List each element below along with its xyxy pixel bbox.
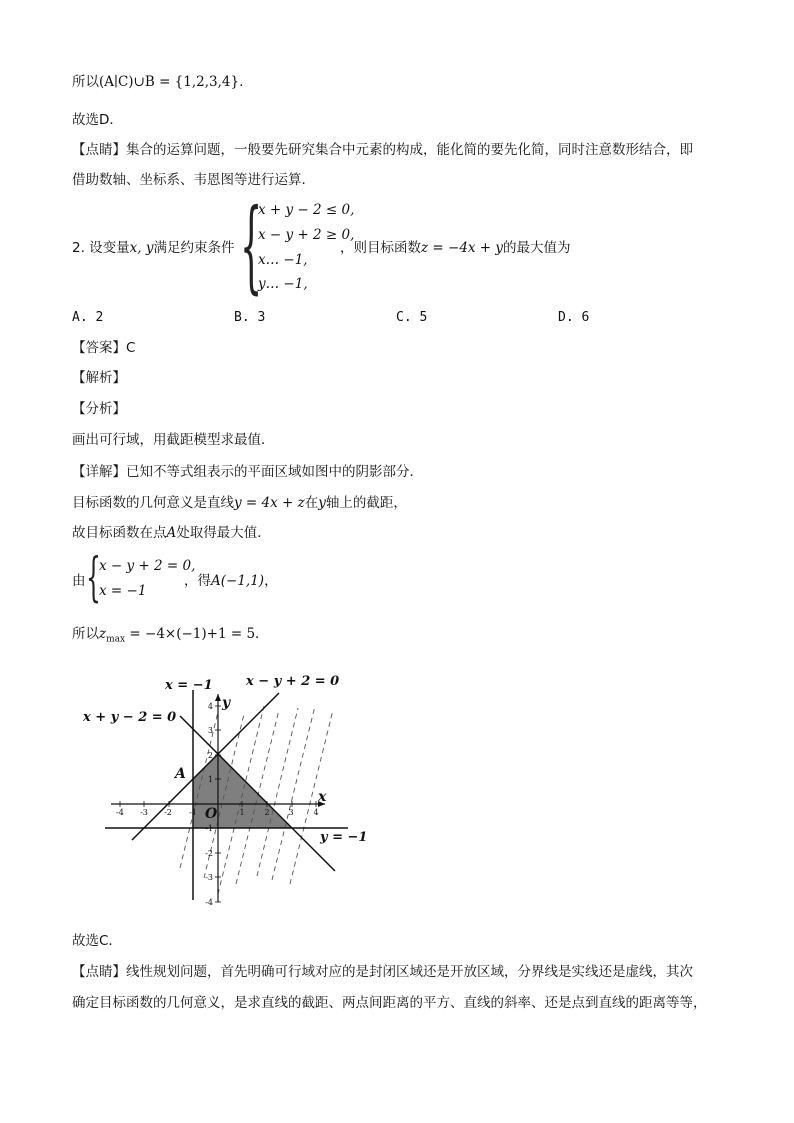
choice-d-line: 故选D． — [72, 112, 123, 128]
solve-brace: { — [86, 548, 101, 608]
line3-point-a: A — [166, 525, 177, 541]
y-axis-arrow — [215, 694, 221, 701]
x-tick-label: 1 — [239, 808, 245, 817]
zmax-prefix: 所以 — [72, 626, 99, 642]
label-x-minus-y-plus-2: x − y + 2 = 0 — [246, 674, 340, 689]
solve-result-point: A(−1,1) — [211, 573, 265, 589]
xiangjie-tag: 【详解】 — [72, 464, 126, 480]
line2-text-a: 目标函数的几何意义是直线 — [72, 495, 234, 511]
zmax-end: ． — [255, 626, 269, 642]
x-tick-label: -4 — [116, 808, 124, 817]
option-a: A. 2 — [72, 310, 104, 325]
answer-tag: 【答案】 — [72, 340, 126, 356]
line3-text-a: 故目标函数在点 — [72, 525, 167, 541]
option-b: B. 3 — [234, 310, 266, 325]
y-tick-label: -3 — [205, 873, 213, 882]
option-c: C. 5 — [396, 310, 428, 325]
dianjing-1-text1: 集合的运算问题，一般要先研究集合中元素的构成，能化简的要先化简，同时注意数形结合，即 — [126, 142, 693, 158]
label-y-eq-neg1: y = −1 — [320, 830, 368, 845]
set-result-prefix: 所以 — [72, 74, 99, 90]
point-a-label: A — [175, 766, 186, 782]
y-tick-label: -4 — [205, 898, 213, 907]
x-tick-label: -3 — [140, 808, 148, 817]
solve-result-b: ， — [264, 573, 278, 589]
x-tick-label: 3 — [288, 808, 294, 817]
answer-value: C — [126, 340, 136, 356]
fenxi-text: 画出可行域，用截距模型求最值． — [72, 432, 275, 448]
zmax-sub: max — [106, 634, 126, 645]
y-axis-label: y — [222, 695, 231, 711]
dianjing-2-tag: 【点睛】 — [72, 964, 126, 980]
label-x-eq-neg1: x = −1 — [165, 678, 213, 693]
line2-text-b: 在 — [304, 495, 319, 511]
y-tick-label: -1 — [205, 824, 213, 833]
dianjing-1-line2: 借助数轴、坐标系、韦恩图等进行运算． — [72, 172, 315, 188]
solve-eq-1: x − y + 2 = 0, — [99, 558, 196, 574]
choice-c-line: 故选C． — [72, 933, 122, 949]
origin-label: O — [205, 806, 218, 822]
fenxi-tag: 【分析】 — [72, 401, 126, 417]
question-mid: 满足约束条件 — [153, 240, 235, 256]
set-result-expr: (A∣C)∪B = {1,2,3,4} — [99, 74, 240, 90]
x-axis-label: x — [318, 789, 327, 805]
option-d: D. 6 — [558, 310, 590, 325]
y-tick-label: 3 — [207, 726, 213, 735]
y-tick-label: -2 — [205, 849, 213, 858]
question-lead: 2. 设变量 — [72, 240, 130, 256]
x-tick-label: 4 — [313, 808, 319, 817]
x-tick-label: -2 — [164, 808, 172, 817]
label-x-plus-y-minus-2: x + y − 2 = 0 — [83, 710, 177, 725]
set-result-end: . — [239, 74, 244, 90]
zmax-expr: = −4×(−1)+1 = 5 — [125, 626, 256, 642]
y-tick-label: 2 — [207, 751, 213, 760]
line2-text-c: 轴上的截距， — [325, 495, 407, 511]
dianjing-2-text1: 线性规划问题，首先明确可行域对应的是封闭区域还是开放区域，分界线是实线还是虚线，其次 — [126, 964, 693, 980]
xiangjie-text: 已知不等式组表示的平面区域如图中的阴影部分． — [126, 464, 423, 480]
line3-text-b: 处取得最大值． — [176, 525, 271, 541]
constraint-4: y… −1, — [258, 276, 308, 292]
constraint-2: x − y + 2 ≥ 0, — [258, 227, 355, 243]
dianjing-1-tag: 【点睛】 — [72, 142, 126, 158]
constraint-brace: { — [240, 187, 263, 304]
objective-function: z = −4x + y — [421, 240, 504, 256]
dianjing-2-line2: 确定目标函数的几何意义，是求直线的截距、两点间距离的平方、直线的斜率、还是点到直线的距离等等， — [72, 995, 707, 1011]
solve-lead: 由 — [72, 573, 86, 589]
solve-eq-2: x = −1 — [99, 583, 147, 599]
dianjing-2-line1 — [72, 962, 693, 982]
x-tick-label: 2 — [264, 808, 270, 817]
constraint-1: x + y − 2 ≤ 0, — [258, 202, 355, 218]
y-tick-label: 1 — [207, 775, 213, 784]
line2-y: y — [318, 495, 326, 511]
question-vars: x, y — [129, 240, 154, 256]
constraint-3: x… −1, — [258, 252, 308, 268]
line2-equation: y = 4x + z — [234, 495, 305, 511]
jiexi-tag: 【解析】 — [72, 370, 126, 386]
zmax-z: z — [99, 626, 107, 642]
solve-result-a: ，得 — [184, 573, 211, 589]
question-tail: 的最大值为 — [503, 240, 571, 256]
x-tick-label: -1 — [189, 808, 197, 817]
y-tick-label: 4 — [207, 702, 213, 711]
question-after: ，则目标函数 — [340, 240, 421, 256]
